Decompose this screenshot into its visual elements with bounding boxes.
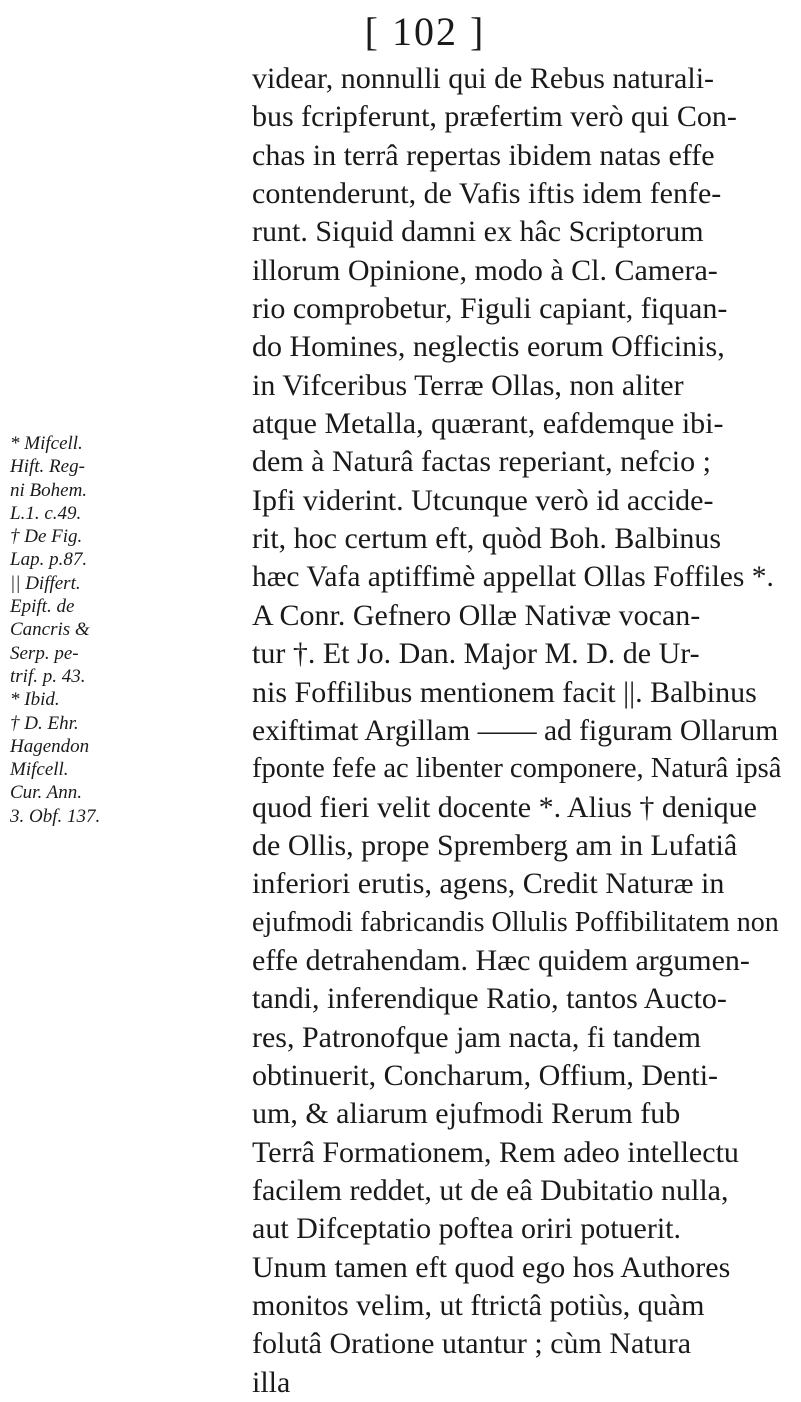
body-line: exiftimat Argillam —— ad figuram Ollarum [252, 714, 779, 747]
body-line: Terrâ Formationem, Rem adeo intellectu [252, 1135, 739, 1169]
body-line: rio comprobetur, Figuli capiant, fiquan- [252, 292, 728, 326]
body-line: quod fieri velit docente *. Alius † denique [252, 790, 757, 824]
margin-note: Epift. de [10, 596, 75, 618]
margin-note: † D. Ehr. [10, 712, 79, 734]
body-line: Ipfi viderint. Utcunque verò id accide- [252, 483, 714, 517]
body-line: A Conr. Gefnero Ollæ Nativæ vocan- [252, 598, 701, 632]
body-line: tandi, inferendique Ratio, tantos Aucto- [252, 982, 727, 1016]
margin-note: Cur. Ann. [10, 782, 82, 804]
body-line: de Ollis, prope Spremberg am in Lufatiâ [252, 828, 738, 862]
body-line: um, & aliarum ejufmodi Rerum fub [252, 1097, 681, 1131]
margin-note: ni Bohem. [10, 479, 88, 501]
body-line: folutâ Oratione utantur ; cùm Natura [252, 1327, 692, 1361]
body-line: dem à Naturâ factas reperiant, nefcio ; [252, 445, 711, 479]
page-number: [ 102 ] [364, 9, 486, 54]
body-line: in Vifceribus Terræ Ollas, non aliter [252, 368, 684, 402]
body-line: rit, hoc certum eft, quòd Boh. Balbinus [252, 522, 722, 556]
body-line: videar, nonnulli qui de Rebus naturali- [252, 62, 715, 95]
body-line: monitos velim, ut ftrictâ potiùs, quàm [252, 1289, 705, 1322]
body-text [252, 60, 782, 1402]
margin-note: Cancris & [10, 619, 90, 641]
body-line: Unum tamen eft quod ego hos Authores [252, 1250, 731, 1284]
margin-note: † De Fig. [10, 526, 83, 548]
body-line: obtinuerit, Concharum, Offium, Denti- [252, 1058, 719, 1092]
margin-note: 3. Obf. 137. [10, 805, 101, 827]
margin-note: Hagendon [10, 735, 90, 757]
margin-note: trif. p. 43. [10, 665, 86, 687]
margin-note: * Ibid. [10, 689, 60, 711]
body-line: chas in terrâ repertas ibidem natas effe [252, 138, 715, 172]
body-line: hæc Vafa aptiffimè appellat Ollas Foffiles *. [252, 561, 774, 594]
margin-note: Mifcell. [10, 759, 69, 781]
body-line: aut Difceptatio poftea oriri potuerit. [252, 1212, 682, 1246]
body-line: nis Foffilibus mentionem facit ||. Balbinus [252, 675, 757, 709]
body-line: effe detrahendam. Hæc quidem argumen- [252, 943, 750, 977]
body-line: res, Patronofque jam nacta, fi tandem [252, 1020, 702, 1054]
body-line: tur †. Et Jo. Dan. Major M. D. de Ur- [252, 637, 700, 671]
margin-notes [10, 432, 250, 828]
body-line: bus fcripferunt, præfertim verò qui Con- [252, 100, 737, 134]
margin-note: Serp. pe- [10, 642, 79, 664]
margin-note: L.1. c.49. [10, 502, 82, 524]
margin-note: || Differt. [10, 572, 81, 594]
margin-note: Lap. p.87. [10, 549, 88, 571]
body-line: ejufmodi fabricandis Ollulis Poffibilitatem non [252, 906, 779, 938]
body-line: runt. Siquid damni ex hâc Scriptorum [252, 215, 704, 249]
margin-note: * Mifcell. [10, 433, 83, 454]
body-line: atque Metalla, quærant, eafdemque ibi- [252, 407, 724, 441]
margin-note: Hift. Reg- [10, 456, 85, 478]
body-line: illa [252, 1365, 291, 1399]
body-line: facilem reddet, ut de eâ Dubitatio nulla, [252, 1173, 729, 1207]
body-line: illorum Opinione, modo à Cl. Camera- [252, 253, 718, 287]
body-line: fponte fefe ac libenter componere, Naturâ ipsâ [252, 753, 782, 785]
body-line: contenderunt, de Vafis iftis idem fenfe- [252, 177, 722, 211]
body-line: inferiori erutis, agens, Credit Naturæ in [252, 867, 725, 901]
body-line: do Homines, neglectis eorum Officinis, [252, 330, 725, 364]
